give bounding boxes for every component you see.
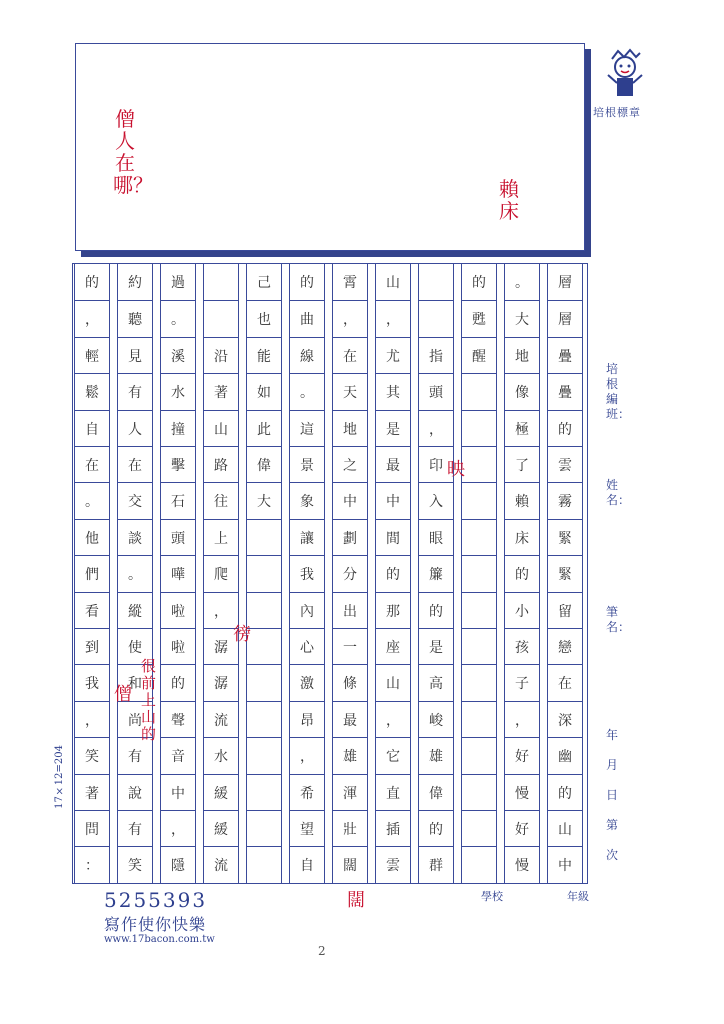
- grid-cell: 醒: [462, 337, 496, 374]
- grid-cell: 在: [548, 664, 582, 701]
- grid-cell: 水: [161, 373, 195, 410]
- grid-cell: 霄: [343, 275, 357, 291]
- grid-cell: 。: [75, 482, 109, 519]
- grid-cell: 其: [376, 373, 410, 410]
- grid-cell: 壯: [333, 810, 367, 847]
- grid-cell: 己: [257, 275, 271, 291]
- grid-cell: 的: [161, 664, 195, 701]
- grid-cell: 群: [419, 846, 453, 883]
- grid-column: [332, 264, 368, 883]
- footer-url: www.17bacon.com.tw: [104, 934, 215, 945]
- grid-cell: [247, 701, 281, 738]
- grid-cell: 隱: [161, 846, 195, 883]
- grid-cell: 的: [85, 275, 99, 291]
- grid-cell: 聲: [161, 701, 195, 738]
- logo-caption: 培根標章: [593, 106, 641, 119]
- grid-cell: 著: [75, 774, 109, 811]
- grid-cell: 偉: [419, 774, 453, 811]
- grid-cell: 望: [290, 810, 324, 847]
- grid-cell: 的: [548, 774, 582, 811]
- grid-cell: 留: [548, 592, 582, 629]
- grid-cell: 景: [290, 446, 324, 483]
- correction-insert-3: 僧: [114, 684, 132, 705]
- grid-column: [504, 264, 540, 883]
- grid-cell: 極: [505, 410, 539, 447]
- grid-cell: [247, 846, 281, 883]
- grid-column: [418, 264, 454, 883]
- grid-cell: 有: [118, 737, 152, 774]
- grid-cell: 好: [505, 737, 539, 774]
- grid-cell: 緊: [548, 519, 582, 556]
- teacher-comment-side-note: 賴床: [499, 177, 519, 223]
- grid-column: [203, 264, 239, 883]
- grid-cell: 的: [419, 810, 453, 847]
- grid-cell: 偉: [247, 446, 281, 483]
- grid-cell: 緩: [204, 810, 238, 847]
- grid-cell: 中: [376, 482, 410, 519]
- grid-column: [246, 264, 282, 883]
- grid-cell: 我: [75, 664, 109, 701]
- grid-cell: [462, 701, 496, 738]
- grid-cell: 使: [118, 628, 152, 665]
- grid-cell: 和: [118, 664, 152, 701]
- grid-cell: 的: [300, 275, 314, 291]
- footer-grade-label: 年級: [567, 890, 589, 903]
- grid-cell: 。: [118, 555, 152, 592]
- grid-cell: 輕: [75, 337, 109, 374]
- grid-cell: 著: [204, 373, 238, 410]
- grid-cell: 出: [333, 592, 367, 629]
- grid-cell: 簾: [419, 555, 453, 592]
- grid-cell: 啦: [161, 628, 195, 665]
- grid-column: [547, 264, 583, 883]
- grid-cell: 自: [290, 846, 324, 883]
- label-class: 培根編班：: [606, 362, 631, 421]
- grid-cell: ，: [161, 810, 195, 847]
- grid-cell: 山: [376, 664, 410, 701]
- grid-cell: 們: [75, 555, 109, 592]
- footer-phone: 5255393: [104, 888, 208, 912]
- grid-cell: 看: [75, 592, 109, 629]
- grid-cell: [462, 810, 496, 847]
- grid-cell: ，: [376, 300, 410, 337]
- grid-cell: ，: [376, 701, 410, 738]
- grid-cell: 的: [472, 275, 486, 291]
- grid-cell: 入: [419, 482, 453, 519]
- grid-cell: 小: [505, 592, 539, 629]
- grid-cell: 分: [333, 555, 367, 592]
- grid-cell: 深: [548, 701, 582, 738]
- grid-cell: 賴: [505, 482, 539, 519]
- grid-cell: [419, 264, 453, 300]
- grid-cell: [462, 482, 496, 519]
- grid-cell: 讓: [290, 519, 324, 556]
- grid-cell: 的: [505, 555, 539, 592]
- grid-cell: 霧: [548, 482, 582, 519]
- grid-cell: 山: [386, 275, 400, 291]
- correction-insert-1: 映: [447, 459, 465, 480]
- grid-cell: [247, 628, 281, 665]
- grid-cell: 。: [161, 300, 195, 337]
- grid-column: [160, 264, 196, 883]
- grid-cell: 鬆: [75, 373, 109, 410]
- grid-cell: ：: [75, 846, 109, 883]
- grid-cell: 潺: [204, 664, 238, 701]
- grid-cell: 高: [419, 664, 453, 701]
- grid-cell: 渾: [333, 774, 367, 811]
- grid-cell: [462, 628, 496, 665]
- manuscript-grid: [72, 263, 588, 884]
- grid-cell: 地: [505, 337, 539, 374]
- grid-cell: 眼: [419, 519, 453, 556]
- grid-cell: 插: [376, 810, 410, 847]
- grid-cell: 也: [247, 300, 281, 337]
- grid-cell: [462, 737, 496, 774]
- grid-cell: [462, 555, 496, 592]
- grid-cell: 它: [376, 737, 410, 774]
- grid-cell: 座: [376, 628, 410, 665]
- grid-cell: 山: [548, 810, 582, 847]
- grid-cell: 雄: [333, 737, 367, 774]
- grid-cell: 有: [118, 810, 152, 847]
- grid-cell: 希: [290, 774, 324, 811]
- grid-cell: 是: [419, 628, 453, 665]
- grid-cell: 問: [75, 810, 109, 847]
- grid-size-label: 17×12=204: [54, 745, 65, 809]
- grid-cell: [462, 664, 496, 701]
- grid-cell: 激: [290, 664, 324, 701]
- grid-cell: 往: [204, 482, 238, 519]
- grid-cell: [204, 300, 238, 337]
- grid-cell: 音: [161, 737, 195, 774]
- grid-cell: [462, 446, 496, 483]
- grid-cell: ，: [333, 300, 367, 337]
- grid-cell: 尚: [118, 701, 152, 738]
- grid-cell: 笑: [118, 846, 152, 883]
- page-number: 2: [318, 944, 326, 958]
- grid-cell: [462, 846, 496, 883]
- grid-cell: 條: [333, 664, 367, 701]
- grid-cell: 指: [419, 337, 453, 374]
- grid-cell: 有: [118, 373, 152, 410]
- grid-cell: ，: [75, 300, 109, 337]
- grid-cell: [247, 519, 281, 556]
- grid-cell: 象: [290, 482, 324, 519]
- grid-column: [117, 264, 153, 883]
- grid-cell: 大: [247, 482, 281, 519]
- grid-cell: 雄: [419, 737, 453, 774]
- grid-cell: 過: [171, 275, 185, 291]
- grid-cell: 雲: [548, 446, 582, 483]
- grid-cell: 孩: [505, 628, 539, 665]
- grid-cell: 疊: [548, 373, 582, 410]
- grid-cell: 大: [505, 300, 539, 337]
- grid-cell: 闊: [333, 846, 367, 883]
- grid-cell: 層: [548, 300, 582, 337]
- footer-slogan: 寫作使你快樂: [104, 915, 207, 934]
- grid-cell: 劃: [333, 519, 367, 556]
- grid-cell: 縱: [118, 592, 152, 629]
- grid-cell: 潺: [204, 628, 238, 665]
- grid-cell: 幽: [548, 737, 582, 774]
- grid-cell: 。: [290, 373, 324, 410]
- grid-cell: 。: [515, 275, 529, 291]
- grid-cell: [247, 664, 281, 701]
- grid-cell: 說: [118, 774, 152, 811]
- grid-cell: [204, 264, 238, 300]
- grid-cell: 是: [376, 410, 410, 447]
- grid-cell: 我: [290, 555, 324, 592]
- grid-column: [375, 264, 411, 883]
- grid-cell: 昂: [290, 701, 324, 738]
- grid-cell: 頭: [419, 373, 453, 410]
- grid-cell: 見: [118, 337, 152, 374]
- grid-cell: 雲: [376, 846, 410, 883]
- grid-cell: [247, 737, 281, 774]
- grid-cell: 緊: [548, 555, 582, 592]
- grid-cell: 的: [548, 410, 582, 447]
- grid-cell: [462, 373, 496, 410]
- grid-cell: [247, 810, 281, 847]
- grid-cell: 最: [333, 701, 367, 738]
- grid-cell: 在: [75, 446, 109, 483]
- grid-cell: 沿: [204, 337, 238, 374]
- grid-cell: 一: [333, 628, 367, 665]
- grid-cell: 啦: [161, 592, 195, 629]
- grid-cell: 此: [247, 410, 281, 447]
- grid-cell: 像: [505, 373, 539, 410]
- grid-cell: 自: [75, 410, 109, 447]
- grid-cell: [247, 592, 281, 629]
- grid-cell: 那: [376, 592, 410, 629]
- grid-cell: 談: [118, 519, 152, 556]
- grid-column: [74, 264, 110, 883]
- grid-cell: 間: [376, 519, 410, 556]
- grid-cell: 了: [505, 446, 539, 483]
- grid-cell: 緩: [204, 774, 238, 811]
- grid-cell: 直: [376, 774, 410, 811]
- grid-cell: 擊: [161, 446, 195, 483]
- grid-cell: 戀: [548, 628, 582, 665]
- grid-cell: 人: [118, 410, 152, 447]
- grid-cell: 到: [75, 628, 109, 665]
- grid-cell: 床: [505, 519, 539, 556]
- label-date: 年月日第次: [606, 728, 619, 862]
- grid-cell: 約: [128, 275, 142, 291]
- grid-cell: 爬: [204, 555, 238, 592]
- grid-cell: 印: [419, 446, 453, 483]
- grid-cell: 疊: [548, 337, 582, 374]
- grid-cell: 溪: [161, 337, 195, 374]
- grid-cell: 在: [333, 337, 367, 374]
- grid-cell: 中: [161, 774, 195, 811]
- grid-cell: 的: [419, 592, 453, 629]
- grid-cell: 流: [204, 846, 238, 883]
- label-pen-name: 筆名：: [606, 605, 631, 634]
- grid-cell: 山: [204, 410, 238, 447]
- grid-cell: 層: [558, 275, 572, 291]
- grid-cell: [462, 519, 496, 556]
- grid-cell: 交: [118, 482, 152, 519]
- grid-cell: 在: [118, 446, 152, 483]
- grid-cell: ，: [204, 592, 238, 629]
- grid-cell: 子: [505, 664, 539, 701]
- grid-cell: 最: [376, 446, 410, 483]
- correction-insert-2: 徬: [233, 624, 251, 645]
- grid-cell: 能: [247, 337, 281, 374]
- grid-cell: 石: [161, 482, 195, 519]
- grid-cell: 流: [204, 701, 238, 738]
- grid-cell: ，: [290, 737, 324, 774]
- grid-cell: [462, 410, 496, 447]
- correction-insert-4: 很前上山的: [141, 657, 157, 743]
- grid-cell: 頭: [161, 519, 195, 556]
- grid-cell: 中: [333, 482, 367, 519]
- grid-cell: 好: [505, 810, 539, 847]
- label-name: 姓名：: [606, 478, 631, 507]
- grid-cell: 曲: [290, 300, 324, 337]
- footer-school-label: 學校: [481, 890, 503, 903]
- grid-cell: 如: [247, 373, 281, 410]
- grid-cell: 撞: [161, 410, 195, 447]
- grid-cell: 路: [204, 446, 238, 483]
- grid-cell: 笑: [75, 737, 109, 774]
- grid-cell: [419, 300, 453, 337]
- teacher-comment-question: 僧人在哪？: [113, 107, 153, 197]
- grid-cell: 這: [290, 410, 324, 447]
- grid-cell: 線: [290, 337, 324, 374]
- grid-cell: [462, 592, 496, 629]
- grid-cell: 天: [333, 373, 367, 410]
- grid-cell: 慢: [505, 846, 539, 883]
- grid-cell: [247, 555, 281, 592]
- grid-cell: 地: [333, 410, 367, 447]
- grid-cell: 中: [548, 846, 582, 883]
- grid-cell: 他: [75, 519, 109, 556]
- grid-cell: 心: [290, 628, 324, 665]
- grid-cell: ，: [75, 701, 109, 738]
- grid-cell: 尤: [376, 337, 410, 374]
- grid-cell: 甦: [462, 300, 496, 337]
- grid-cell: 的: [376, 555, 410, 592]
- grid-cell: 上: [204, 519, 238, 556]
- grid-cell: 內: [290, 592, 324, 629]
- grid-cell: 之: [333, 446, 367, 483]
- grid-cell: 嘩: [161, 555, 195, 592]
- grid-cell: ，: [505, 701, 539, 738]
- grid-cell: 慢: [505, 774, 539, 811]
- grid-cell: 聽: [118, 300, 152, 337]
- correction-insert-5: 闊: [347, 890, 365, 911]
- grid-cell: 峻: [419, 701, 453, 738]
- grid-column: [289, 264, 325, 883]
- grid-cell: 水: [204, 737, 238, 774]
- grid-cell: ，: [419, 410, 453, 447]
- grid-cell: [462, 774, 496, 811]
- grid-cell: [247, 774, 281, 811]
- grid-column: [461, 264, 497, 883]
